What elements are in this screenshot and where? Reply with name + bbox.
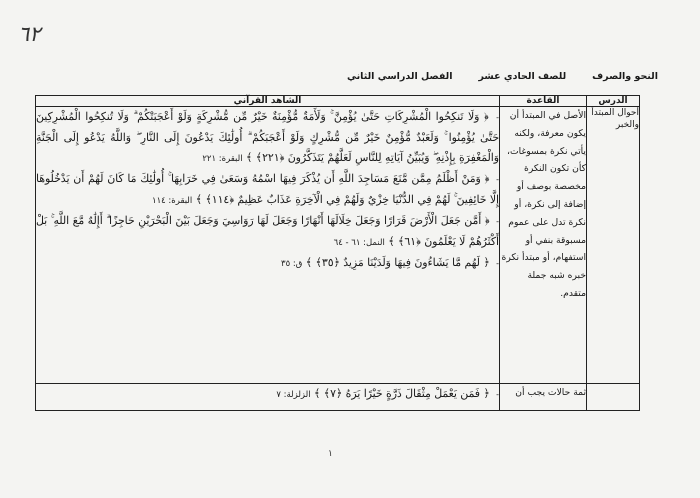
verse-reference: البقرة: ١١٤ [152,196,193,206]
evidence-cell [36,107,500,384]
table-row [36,107,640,384]
table-row [36,384,640,411]
list-marker: - [496,175,499,184]
verse-text: ﴿ وَلَا تَنكِحُوا الْمُشْرِكَاتِ حَتَّىٰ يُؤْمِنَّ ۚ وَلَأَمَةٌ مُّؤْمِنَةٌ خَيْرٌ مِّن مُّشْرِكَةٍ وَلَوْ أَعْجَبَتْكُمْ ۗ وَلَا تُنكِحُوا الْمُشْرِكِينَ حَتَّىٰ يُؤْمِنُوا ۚ وَلَعَبْدٌ مُّؤْمِنٌ خَيْرٌ مِّن مُّشْرِكٍ وَلَوْ أَعْجَبَكُمْ ۗ أُولَٰئِكَ يَدْعُونَ إِلَى النَّارِ ۖ وَاللَّهُ يَدْعُو إِلَى الْجَنَّةِ وَالْمَغْفِرَةِ بِإِذْنِهِ ۖ وَيُبَيِّنُ آيَاتِهِ لِلنَّاسِ لَعَلَّهُمْ يَتَذَكَّرُونَ ﴿٢٢١﴾ ﴾ [36,110,499,164]
verse-text: ﴿ لَهُم مَّا يَشَاءُونَ فِيهَا وَلَدَيْنَا مَزِيدٌ ﴿٣٥﴾ ﴾ [305,256,490,269]
verse-item [36,169,499,211]
verse-text: ﴿ فَمَن يَعْمَلْ مِثْقَالَ ذَرَّةٍ خَيْرًا يَرَهُ ﴿٧﴾ ﴾ [314,387,490,400]
list-marker: - [496,217,499,226]
header-lesson: الدرس [587,96,640,107]
verse-text: ﴿ وَمَنْ أَظْلَمُ مِمَّن مَّنَعَ مَسَاجِدَ اللَّهِ أَن يُذْكَرَ فِيهَا اسْمُهُ وَسَعَىٰ فِي خَرَابِهَا ۚ أُولَٰئِكَ مَا كَانَ لَهُمْ أَن يَدْخُلُوهَا إِلَّا خَائِفِينَ ۚ لَهُمْ فِي الدُّنْيَا خِزْيٌ وَلَهُمْ فِي الْآخِرَةِ عَذَابٌ عَظِيمٌ ﴿١١٤﴾ ﴾ [36,172,499,206]
verse-item [36,211,499,253]
verse-reference: النمل: ٦١ - ٦٤ [333,238,385,248]
page-header [218,71,658,82]
lesson-table [35,95,640,411]
verse-reference: ق: ٣٥ [281,259,303,269]
list-marker: - [496,113,500,122]
verse-item [36,253,499,274]
evidence-cell [36,384,500,411]
verse-item [36,107,499,169]
header-subject: النحو والصرف [592,71,658,82]
footer-page-number: ١ [328,449,333,459]
verse-reference: الزلزلة: ٧ [276,390,311,400]
rule-cell: الأصل في المبتدأ أن يكون معرفة، ولكنه يأتي نكرة بمسوغات، كأن تكون النكرة مخصصة بوصف أو إضافة إلى نكرة، أو نكرة تدل على عموم مسبوقة بنفي أو استفهام، أو مبتدأ نكرة خبره شبه جملة متقدم. [500,107,587,384]
verse-reference: البقرة: ٢٢١ [202,154,243,164]
header-rule: القاعدة [500,96,587,107]
lesson-cell: أحوال المبتدأ والخبر [587,107,640,384]
verse-item [36,384,499,405]
handwritten-page-number: ٦٢ [18,22,41,46]
table-header-row [36,96,640,107]
header-grade: للصف الحادي عشر [478,71,567,82]
list-marker: - [496,259,499,268]
header-evidence: الشاهد القرآني [36,96,500,107]
rule-cell: ثمة حالات يجب أن [500,384,587,411]
lesson-cell [587,384,640,411]
verse-text: ﴿ أَمَّن جَعَلَ الْأَرْضَ قَرَارًا وَجَعَلَ خِلَالَهَا أَنْهَارًا وَجَعَلَ لَهَا رَوَاسِيَ وَجَعَلَ بَيْنَ الْبَحْرَيْنِ حَاجِزًا ۗ أَإِلَٰهٌ مَّعَ اللَّهِ ۚ بَلْ أَكْثَرُهُمْ لَا يَعْلَمُونَ ﴿٦١﴾ ﴾ [36,214,499,248]
header-term: الفصل الدراسي الثاني [346,71,453,82]
list-marker: - [496,390,499,399]
